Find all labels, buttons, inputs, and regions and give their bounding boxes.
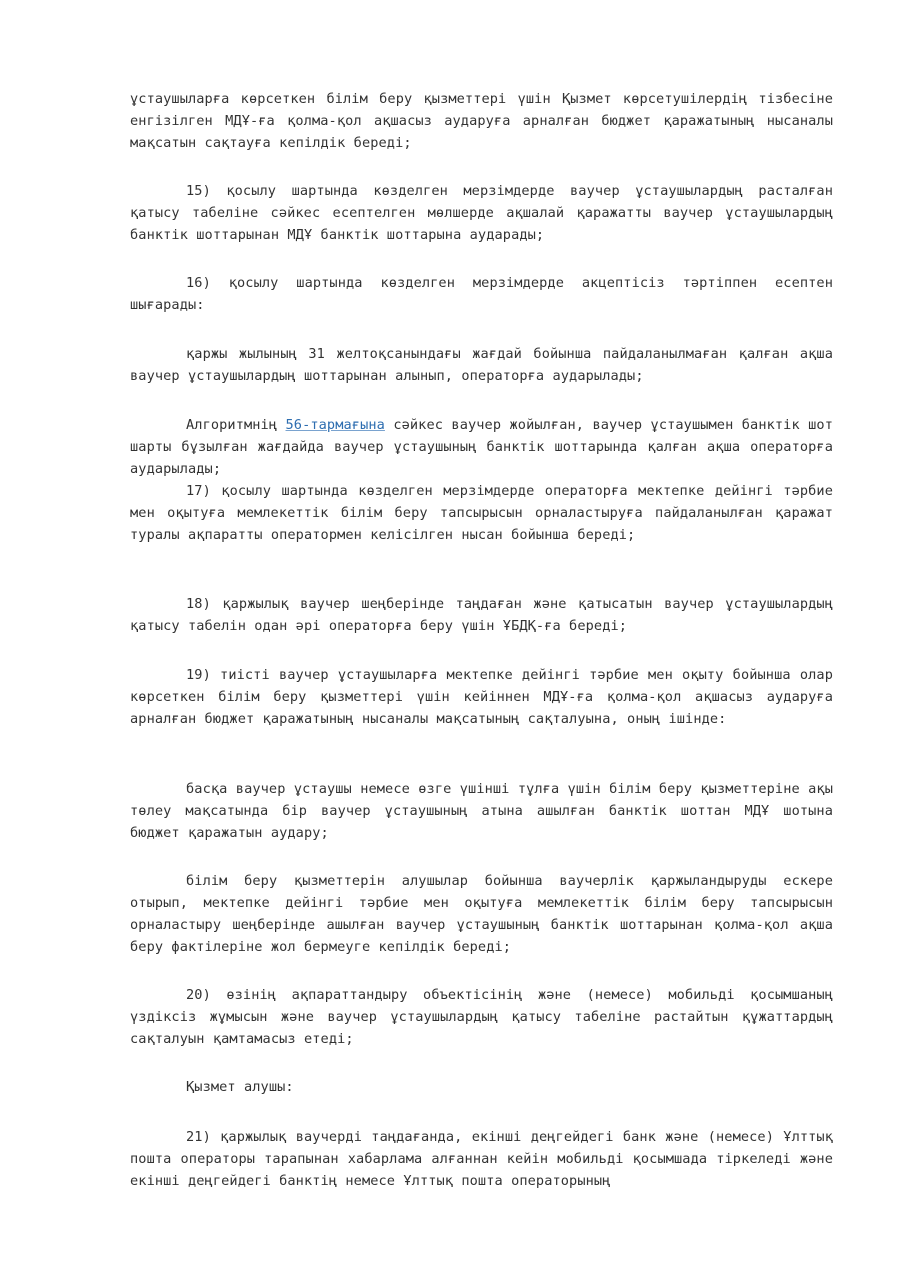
paragraph-item-19 — [130, 664, 833, 730]
paragraph-item-17 — [130, 480, 833, 546]
paragraph-5-rest: сәйкес ваучер жойылған, ваучер ұстаушымен банктік шот шарты бұзылған жағдайда ваучер ұстаушының банктік шоттарында қалған ақша операторға аударылады; — [130, 417, 833, 477]
paragraph-8: 19) тиісті ваучер ұстаушыларға мектепке дейінгі тәрбие мен оқыту бойынша олар көрсеткен білім беру қызметтері үшін кейіннен МДҰ-ға қолма-қол ақшасыз аударуға арналған бюджет қаражатының нысаналы мақсатының сақталуына, оның ішінде: — [130, 667, 833, 727]
paragraph-1: ұстаушыларға көрсеткен білім беру қызметтері үшін Қызмет көрсетушілердің тізбесіне енгізілген МДҰ-ға қолма-қол ақшасыз аударуға арналған бюджет қаражатының нысаналы мақсатын сақтауға кепілдік береді; — [130, 91, 833, 151]
paragraph-item-18 — [130, 593, 833, 637]
paragraph-3: 16) қосылу шартында көзделген мерзімдерде акцептісіз тәртіппен есептен шығарады: — [130, 275, 833, 313]
paragraph-6: 17) қосылу шартында көзделген мерзімдерде операторға мектепке дейінгі тәрбие мен оқытуға мемлекеттік білім беру тапсырысын орналастыруға пайдаланылған қаражат туралы ақпаратты оператормен келісілген нысан бойынша береді; — [130, 483, 833, 543]
paragraph-item-21 — [130, 1126, 833, 1192]
paragraph-sub-2 — [130, 414, 833, 480]
paragraph-4: қаржы жылының 31 желтоқсанындағы жағдай бойынша пайдаланылмаған қалған ақша ваучер ұстаушылардың шоттарынан алынып, операторға аударылады; — [130, 346, 833, 384]
paragraph-item-16 — [130, 272, 833, 316]
paragraph-12: Қызмет алушы: — [186, 1079, 294, 1095]
paragraph-5-start: Алгоритмнің — [186, 417, 286, 433]
paragraph-2: 15) қосылу шартында көзделген мерзімдерде ваучер ұстаушылардың расталған қатысу табеліне сәйкес есептелген мөлшерде ақшалай қаражатты ваучер ұстаушылардың банктік шоттарынан МДҰ банктік шоттарына аударады; — [130, 183, 833, 243]
paragraph-sub-3 — [130, 778, 833, 844]
paragraph-9: басқа ваучер ұстаушы немесе өзге үшінші тұлға үшін білім беру қызметтеріне ақы төлеу мақсатында бір ваучер ұстаушының атына ашылған банктік шоттан МДҰ шотына бюджет қаражатын аудару; — [130, 781, 833, 841]
paragraph-item-20 — [130, 984, 833, 1050]
article-56-link[interactable]: 56-тармағына — [285, 417, 385, 433]
paragraph-item-15 — [130, 180, 833, 246]
paragraph-13: 21) қаржылық ваучерді таңдағанда, екінші деңгейдегі банк және (немесе) Ұлттық пошта операторы тарапынан хабарлама алғаннан кейін мобильді қосымшада тіркеледі және екінші деңгейдегі банктің немесе Ұлттық пошта операторының — [130, 1129, 833, 1189]
paragraph-11: 20) өзінің ақпараттандыру объектісінің және (немесе) мобильді қосымшаның үздіксіз жұмысын және ваучер ұстаушылардың қатысу табеліне растайтын құжаттардың сақталуын қамтамасыз етеді; — [130, 987, 833, 1047]
paragraph-5 — [130, 414, 833, 480]
paragraph-10: білім беру қызметтерін алушылар бойынша ваучерлік қаржыландыруды ескере отырып, мектепке дейінгі тәрбие мен оқытуға мемлекеттік білім беру тапсырысын орналастыру шеңберінде ашылған ваучер ұстаушының банктік шоттарынан қолма-қол ақша беру фактілеріне жол бермеуге кепілдік береді; — [130, 873, 833, 955]
paragraph-sub-4 — [130, 870, 833, 958]
paragraph-7: 18) қаржылық ваучер шеңберінде таңдаған және қатысатын ваучер ұстаушылардың қатысу табелін одан әрі операторға беру үшін ҰБДҚ-ға береді; — [130, 596, 833, 634]
paragraph-sub-1 — [130, 343, 833, 387]
paragraph-heading-recipient — [130, 1076, 833, 1098]
paragraph-continuation — [130, 88, 833, 154]
